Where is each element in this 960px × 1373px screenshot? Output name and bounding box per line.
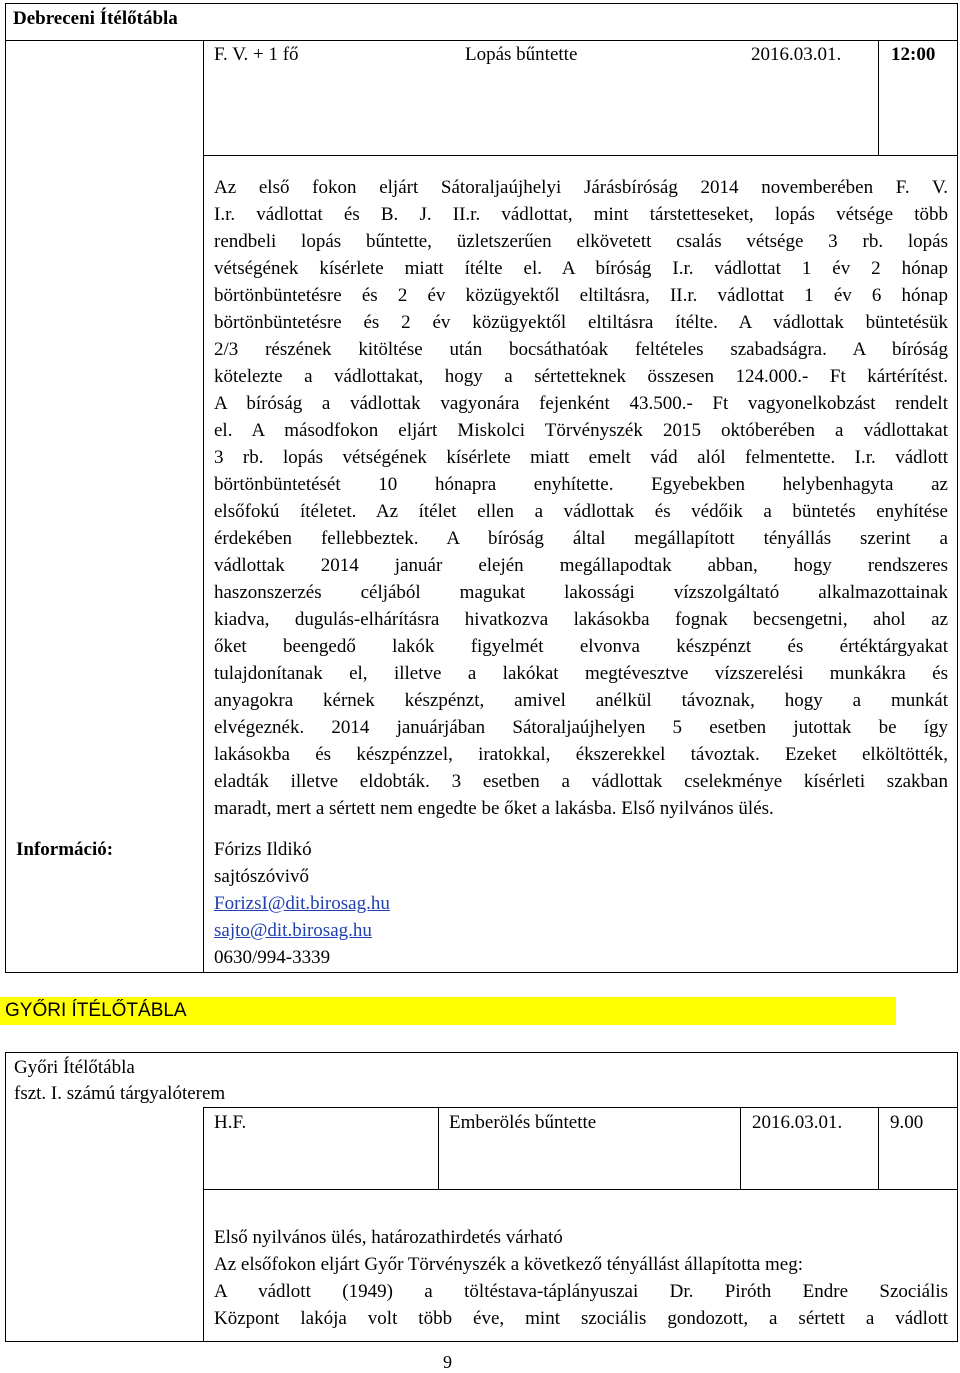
case2-charge: Emberölés bűntette	[449, 1112, 597, 1133]
description-line: Központ lakója volt több éve, mint szociális gondozott, a sértett a vádlott	[214, 1308, 948, 1329]
description-line: A bíróság a vádlottak vagyonára fejenként 43.500.- Ft vagyonelkobzást rendelt	[214, 393, 948, 414]
contact-phone: 0630/994-3339	[214, 947, 331, 968]
section2-date-divider	[740, 1107, 741, 1189]
case2-time: 9.00	[890, 1112, 924, 1133]
case2-parties: H.F.	[214, 1112, 247, 1133]
description-line: haszonszerzés céljából magukat lakossági vízszolgáltató alkalmazottainak	[214, 582, 948, 603]
section1-case-divider	[203, 155, 958, 156]
description-line: anyagokra kérnek készpénzt, amivel anélkül távoznak, hogy a munkát	[214, 690, 948, 711]
description-line: maradt, mert a sértett nem engedte be őket a lakásba. Első nyilvános ülés.	[214, 798, 774, 819]
section2-column-divider	[203, 1107, 204, 1342]
description-line: Az első fokon eljárt Sátoraljaújhelyi Járásbíróság 2014 novemberében F. V.	[214, 177, 948, 198]
case2-description	[214, 1224, 948, 1332]
description-line: őket beengedő lakók figyelmét elvonva készpénzt és értéktárgyakat	[214, 636, 948, 657]
description-line: eladták illetve eldobták. 3 esetben a vádlottak cselekménye kísérleti szakban	[214, 771, 948, 792]
case-parties: F. V. + 1 fő	[214, 44, 299, 65]
description-line: börtönbüntetésre és 2 év közügyektől eltiltásra ítélte. A vádlottak büntetésük	[214, 312, 948, 333]
contact-name: Fórizs Ildikó	[214, 839, 312, 860]
section2-charge-divider	[438, 1107, 439, 1189]
description-line: lakásokba és készpénzzel, iratokkal, ékszerekkel távoztak. Ezeket elköltötték,	[214, 744, 948, 765]
court-banner	[0, 997, 896, 1025]
description-line: elsőfokú ítéletet. Az ítélet ellen a vádlottak és védőik a büntetés enyhítése	[214, 501, 948, 522]
description-line: kötelezte a vádlottakat, hogy a sértetteknek összesen 124.000.- Ft kártérítést.	[214, 366, 948, 387]
time-cell-divider	[878, 40, 879, 155]
description-line: elvégeznék. 2014 januárjában Sátoraljaújhelyen 5 esetben jutottak be így	[214, 717, 948, 738]
description-line: érdekében fellebbeztek. A bíróság által megállapított tényállás szerint a	[214, 528, 948, 549]
description-line: kiadva, dugulás-elhárításra hivatkozva lakásokba fognak becsengetni, ahol az	[214, 609, 948, 630]
description-line: 2/3 részének kitöltése után bocsáthatóak feltételes szabadságra. A bíróság	[214, 339, 948, 360]
case-date: 2016.03.01.	[751, 44, 842, 65]
courtroom: fszt. I. számú tárgyalóterem	[14, 1083, 226, 1104]
court-banner-text: GYŐRI ÍTÉLŐTÁBLA	[5, 1000, 187, 1021]
section2-case-divider	[203, 1189, 958, 1190]
description-line: börtönbüntetését 10 hónapra enyhítette. Egyebekben helybenhagyta az	[214, 474, 948, 495]
contact-role: sajtószóvivő	[214, 866, 309, 887]
section1-column-divider	[203, 40, 204, 973]
hearing-note: Első nyilvános ülés, határozathirdetés várható	[214, 1227, 563, 1248]
court-header: Debreceni Ítélőtábla	[13, 8, 178, 29]
press-email-link[interactable]: sajto@dit.birosag.hu	[214, 920, 372, 941]
description-line: el. A másodfokon eljárt Miskolci Törvényszék 2015 októberében a vádlottakat	[214, 420, 948, 441]
court-name: Győri Ítélőtábla	[14, 1057, 135, 1078]
case-charge: Lopás bűntette	[465, 44, 578, 65]
section2-room-divider	[203, 1107, 958, 1108]
description-line: börtönbüntetésre és 2 év közügyektől eltiltásra, II.r. vádlottat 1 év 6 hónap	[214, 285, 948, 306]
description-line: A vádlott (1949) a töltéstava-táplányuszai Dr. Piróth Endre Szociális	[214, 1281, 948, 1302]
contact-email-link[interactable]: ForizsI@dit.birosag.hu	[214, 893, 390, 914]
section2-time-divider	[878, 1107, 879, 1189]
description-line: vétségének kísérlete miatt ítélte el. A bíróság I.r. vádlottat 1 év 2 hónap	[214, 258, 948, 279]
page-number: 9	[443, 1352, 452, 1372]
description-line: Az elsőfokon eljárt Győr Törvényszék a következő tényállást állapította meg:	[214, 1254, 803, 1275]
description-line: rendbeli lopás bűntette, üzletszerűen elkövetett csalás vétsége 3 rb. lopás	[214, 231, 948, 252]
description-line: tulajdonítanak el, illetve a lakókat megtévesztve vízszerelési munkákra és	[214, 663, 948, 684]
case-time: 12:00	[891, 44, 936, 65]
description-line: vádlottak 2014 január elején megállapodtak abban, hogy rendszeres	[214, 555, 948, 576]
case-description	[214, 174, 948, 822]
case2-date: 2016.03.01.	[752, 1112, 843, 1133]
info-label: Információ:	[16, 839, 114, 860]
press-contact	[214, 836, 390, 971]
section1-header-divider	[5, 40, 958, 41]
description-line: 3 rb. lopás vétségének kísérlete miatt emelt vád alól felmentette. I.r. vádlott	[214, 447, 948, 468]
description-line: I.r. vádlottat és B. J. II.r. vádlottat, mint társtetteseket, lopás vétsége több	[214, 204, 948, 225]
